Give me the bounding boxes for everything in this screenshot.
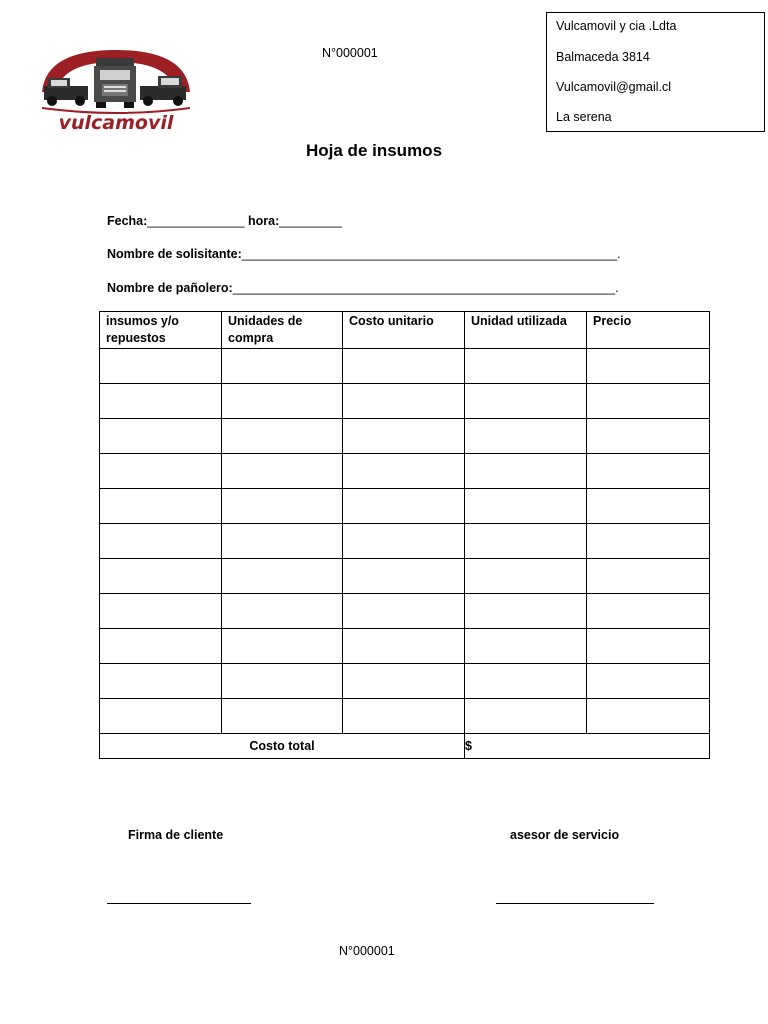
fecha-blank[interactable]: ______________ [147, 214, 245, 228]
table-cell[interactable] [465, 559, 587, 594]
table-cell[interactable] [222, 419, 343, 454]
table-cell[interactable] [465, 594, 587, 629]
company-info-box [546, 12, 765, 132]
table-cell[interactable] [222, 384, 343, 419]
panolero-blank[interactable]: _______________________________________________________. [232, 281, 619, 295]
table-row [100, 524, 710, 559]
table-cell[interactable] [465, 664, 587, 699]
company-name: Vulcamovil y cia .Ldta [556, 19, 677, 33]
solicitante-blank[interactable]: ______________________________________________________. [241, 247, 621, 261]
table-row [100, 349, 710, 384]
table-row [100, 454, 710, 489]
table-cell[interactable] [465, 489, 587, 524]
total-row [100, 734, 710, 759]
hora-blank[interactable]: _________ [279, 214, 342, 228]
table-cell[interactable] [465, 699, 587, 734]
table-cell[interactable] [343, 664, 465, 699]
logo-text: vulcamovil [58, 112, 174, 134]
table-cell[interactable] [100, 559, 222, 594]
table-cell[interactable] [343, 629, 465, 664]
table-cell[interactable] [222, 559, 343, 594]
table-cell[interactable] [343, 559, 465, 594]
total-value-cell[interactable]: $ [465, 734, 710, 759]
table-cell[interactable] [100, 489, 222, 524]
table-cell[interactable] [100, 419, 222, 454]
company-logo [40, 48, 192, 134]
table-cell[interactable] [222, 524, 343, 559]
table-cell[interactable] [100, 384, 222, 419]
table-cell[interactable] [343, 454, 465, 489]
solicitante-label: Nombre de solisitante: [107, 247, 242, 261]
table-cell[interactable] [222, 699, 343, 734]
table-cell[interactable] [587, 349, 710, 384]
table-row [100, 594, 710, 629]
client-signature-line[interactable] [107, 903, 251, 904]
table-cell[interactable] [587, 454, 710, 489]
table-row [100, 419, 710, 454]
table-header-row [100, 312, 710, 349]
fecha-field[interactable] [107, 214, 245, 228]
table-row [100, 384, 710, 419]
table-cell[interactable] [587, 384, 710, 419]
advisor-signature-line[interactable] [496, 903, 654, 904]
table-cell[interactable] [222, 594, 343, 629]
table-cell[interactable] [587, 524, 710, 559]
client-signature-label: Firma de cliente [128, 828, 224, 842]
table-cell[interactable] [222, 629, 343, 664]
column-header: Costo unitario [343, 312, 465, 349]
hora-label: hora: [248, 214, 280, 228]
table-row [100, 664, 710, 699]
table-cell[interactable] [343, 699, 465, 734]
table-cell[interactable] [222, 454, 343, 489]
table-row [100, 699, 710, 734]
table-cell[interactable] [343, 524, 465, 559]
table-cell[interactable] [222, 489, 343, 524]
table-cell[interactable] [222, 349, 343, 384]
items-table [99, 311, 710, 759]
column-header: insumos y/o repuestos [100, 312, 222, 349]
column-header: Precio [587, 312, 710, 349]
document-number-bottom: N°000001 [339, 944, 395, 958]
table-row [100, 629, 710, 664]
table-cell[interactable] [343, 594, 465, 629]
table-cell[interactable] [465, 629, 587, 664]
table-cell[interactable] [100, 699, 222, 734]
company-city: La serena [556, 110, 612, 124]
table-cell[interactable] [587, 699, 710, 734]
column-header: Unidad utilizada [465, 312, 587, 349]
table-cell[interactable] [100, 349, 222, 384]
table-cell[interactable] [465, 419, 587, 454]
solicitante-field[interactable] [107, 247, 621, 261]
fecha-label: Fecha: [107, 214, 148, 228]
table-cell[interactable] [587, 489, 710, 524]
vulcamovil-logo-icon [40, 48, 192, 134]
table-cell[interactable] [465, 454, 587, 489]
column-header: Unidades de compra [222, 312, 343, 349]
panolero-field[interactable] [107, 281, 619, 295]
table-cell[interactable] [587, 559, 710, 594]
panolero-label: Nombre de pañolero: [107, 281, 233, 295]
table-cell[interactable] [465, 524, 587, 559]
table-cell[interactable] [465, 384, 587, 419]
table-cell[interactable] [100, 664, 222, 699]
table-cell[interactable] [222, 664, 343, 699]
table-cell[interactable] [587, 419, 710, 454]
table-row [100, 489, 710, 524]
page-title: Hoja de insumos [306, 141, 443, 160]
table-cell[interactable] [465, 349, 587, 384]
table-cell[interactable] [343, 384, 465, 419]
pickup-truck-left-icon [44, 78, 88, 106]
semi-truck-icon [94, 58, 136, 108]
company-address: Balmaceda 3814 [556, 50, 650, 64]
table-cell[interactable] [343, 489, 465, 524]
table-cell[interactable] [343, 349, 465, 384]
table-cell[interactable] [587, 629, 710, 664]
table-cell[interactable] [343, 419, 465, 454]
table-cell[interactable] [587, 664, 710, 699]
table-cell[interactable] [100, 594, 222, 629]
table-cell[interactable] [100, 454, 222, 489]
company-email: Vulcamovil@gmail.cl [556, 80, 672, 94]
table-cell[interactable] [587, 594, 710, 629]
table-cell[interactable] [100, 524, 222, 559]
advisor-signature-label: asesor de servicio [510, 828, 620, 842]
pickup-truck-right-icon [140, 76, 186, 106]
document-number-top: N°000001 [322, 46, 378, 60]
total-label: Costo total [100, 734, 465, 759]
table-row [100, 559, 710, 594]
hora-field[interactable] [248, 214, 342, 228]
table-cell[interactable] [100, 629, 222, 664]
